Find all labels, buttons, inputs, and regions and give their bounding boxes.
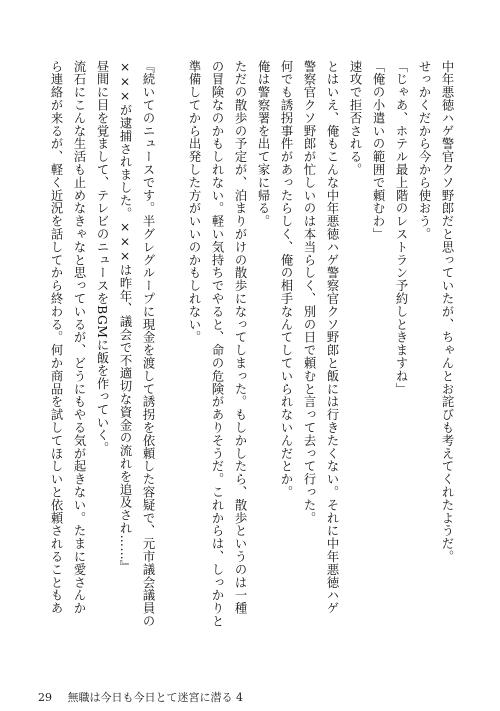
text-line: 警察官クソ野郎が忙しいのは本当らしく、別の日で頼むと言って去って行った。	[302, 60, 316, 525]
text-line: 「じゃあ、ホテル最上階のレストラン予約しときますね」	[394, 60, 408, 396]
text-line: 「俺の小遣いの範囲で頼むわ」	[371, 60, 385, 241]
blank-line	[159, 60, 182, 640]
text-line: せっかくだから今から使おう。	[417, 60, 431, 241]
text-line: ら連絡が来るが、軽く近況を話してから終わる。何か商品を試してほしいと依頼されることもあ	[49, 60, 63, 615]
text-line: 『続いてのニュースです。半グレグループに現金を渡して誘拐を依頼した容疑で、元市議会議員の	[141, 60, 155, 628]
page-number: 29	[38, 691, 52, 704]
text-line: 何でも誘拐事件があったらしく、俺の相手なんてしていられないんだとか。	[279, 60, 293, 499]
text-line: 速攻で拒否される。	[348, 60, 362, 177]
page-footer	[38, 689, 243, 705]
text-line: 流石にこんな生活も止めなきゃなと思っているが、どうにもやる気が起きない。たまに愛さんか	[72, 60, 86, 615]
text-line: 中年悪徳ハゲ警官クソ野郎だと思っていたが、ちゃんとお詫びも考えてくれたようだ。	[440, 60, 454, 564]
body-text	[38, 60, 458, 640]
text-line: ただの散歩の予定が、泊まりがけの散歩になってしまった。もしかしたら、散歩というのは一種	[233, 60, 247, 615]
text-line: 昼間に目を覚まして、テレビのニュースをBGMに飯を作っていく。	[95, 60, 109, 455]
text-line: ×××が逮捕されました。×××は昨年、議会で不適切な資金の流れを追及され……』	[118, 60, 132, 574]
text-line: の冒険なのかもしれない。軽い気持ちでやると、命の危険がありそうだ。これからは、しっかりと	[210, 60, 224, 628]
text-line: 準備してから出発した方がいいのかもしれない。	[187, 60, 201, 344]
book-title: 無職は今日も今日とて迷宮に潜る 4	[67, 691, 243, 704]
text-line: 俺は警察署を出て家に帰る。	[256, 60, 270, 228]
text-line: とはいえ、俺もこんな中年悪徳ハゲ警察官クソ野郎と飯には行きたくない。それに中年悪徳ハゲ	[325, 60, 339, 615]
